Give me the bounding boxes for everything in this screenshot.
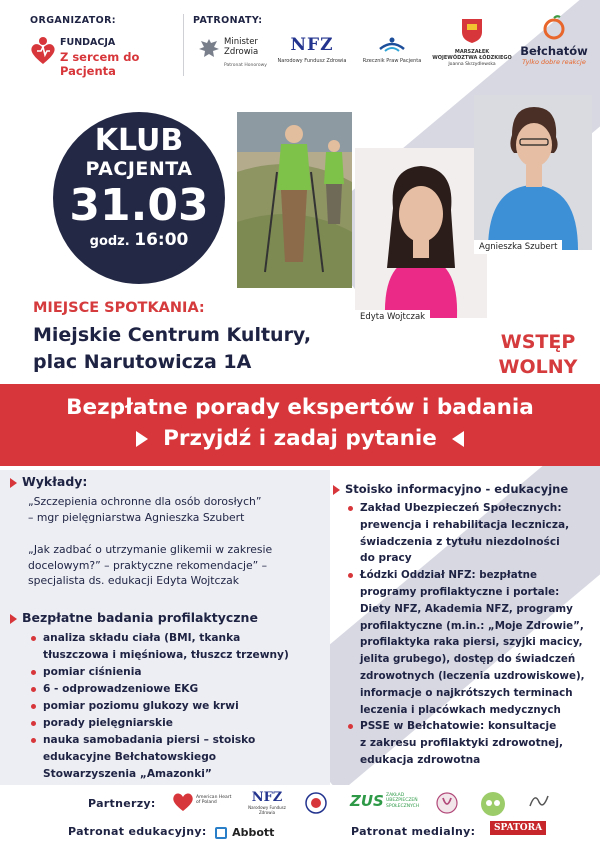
lecture-1-speaker: – mgr pielęgniarstwa Agnieszka Szubert (28, 510, 245, 524)
zus-logo: ZUS (350, 792, 384, 810)
partners-label: Partnerzy: (88, 797, 156, 810)
lecture-1-title: „Szczepienia ochronne dla osób dorosłych” (28, 495, 262, 508)
tests-title: Bezpłatne badania profilaktyczne (22, 610, 258, 625)
marszalek-line-3: Joanna Skrzydlewska (448, 61, 496, 67)
test-item: porady pielęgniarskie (28, 715, 318, 732)
test-item: pomiar poziomu glukozy we krwi (28, 698, 318, 715)
seal-icon (305, 792, 327, 814)
main-banner (0, 384, 600, 466)
stand-text: Łódzki Oddział NFZ: bezpłatne (360, 569, 537, 582)
rpp-text: Rzecznik Praw Pacjenta (362, 58, 422, 64)
stand-title-row (333, 482, 568, 496)
event-time-row (53, 230, 225, 250)
abbott-name: Abbott (232, 826, 275, 839)
test-item-text: analiza składu ciała (BMI, tkanka (43, 632, 241, 644)
minister-line-1: Minister (224, 37, 258, 47)
tests-list (28, 630, 318, 783)
partner-aha (172, 790, 234, 814)
zus-text-3: SPOŁECZNYCH (386, 803, 420, 809)
venue-heading: MIEJSCE SPOTKANIA: (33, 300, 205, 316)
stand-text: profilaktyczne (m.in.: „Moje Zdrowie”, (360, 619, 584, 632)
organizer-logo (30, 34, 180, 78)
organizer-name-2: Z sercem do Pacjenta (60, 50, 140, 78)
abbott-icon (215, 827, 227, 839)
media-patron-logo (490, 821, 546, 835)
partner-zus (350, 792, 430, 816)
aha-text: American Heart of Poland (196, 795, 232, 806)
banner-line-1: Bezpłatne porady ekspertów i badania (66, 395, 534, 420)
patron-minister (198, 35, 268, 75)
edu-patron-abbott (215, 822, 274, 841)
lecture-1 (28, 494, 261, 525)
stand-text: zdrowotnych (leczenia uzdrowiskowe), (360, 669, 585, 682)
edu-patron-label: Patronat edukacyjny: (68, 825, 207, 838)
footer (0, 785, 600, 849)
minister-line-3: Patronat Honorowy (224, 63, 267, 68)
psse-icon (480, 791, 506, 817)
minister-line-2: Zdrowia (224, 47, 259, 57)
event-time-label: godz. (89, 234, 130, 249)
agnieszka-illustration (474, 95, 592, 250)
coat-of-arms-icon (461, 18, 483, 44)
lecture-2-line-2: docelowym?” – praktyczne rekomendacje” – (28, 558, 268, 572)
arrow-right-icon (136, 431, 148, 447)
lectures-title-row (10, 474, 87, 489)
test-item-text: Stowarzyszenia „Amazonki” (43, 768, 212, 780)
test-item-text: nauka samobadania piersi – stoisko (43, 734, 256, 746)
edyta-illustration (355, 148, 487, 318)
portrait-agnieszka (474, 95, 592, 250)
hikers-photo (237, 112, 352, 288)
marszalek-line-2: WOJEWÓDZTWA ŁÓDZKIEGO (432, 54, 512, 61)
venue-line-2: plac Narutowicza 1A (33, 351, 252, 373)
aha-heart-icon (172, 792, 194, 812)
partner-amazonki (435, 792, 459, 818)
partner-nfz-logo: NFZ (251, 790, 283, 805)
hikers-illustration (237, 112, 352, 288)
lecture-2-line-1: „Jak zadbać o utrzymanie glikemii w zakresie (28, 543, 273, 556)
zus-text (386, 793, 419, 809)
stand-text: prewencja i rehabilitacja lecznicza, (360, 518, 570, 531)
triangle-bullet-icon (333, 485, 340, 495)
apple-icon (541, 14, 567, 40)
test-item-text: edukacyjne Bełchatowskiego (43, 751, 217, 763)
partner-seal (305, 792, 327, 818)
nfz-logo: NFZ (290, 35, 334, 55)
venue-line-1: Miejskie Centrum Kultury, (33, 324, 312, 346)
partner-nfz (242, 790, 292, 814)
belchatow-slogan (514, 58, 594, 66)
banner-line-2-row (0, 424, 600, 454)
test-item (28, 630, 318, 664)
stand-item-nfz (345, 567, 600, 718)
stand-text: leczenia i placówkach medycznych (360, 703, 561, 716)
name-tag-edyta: Edyta Wojtczak (355, 310, 430, 324)
eagle-icon (198, 37, 220, 61)
stand-text: edukacja zdrowotna (360, 753, 481, 766)
zus-text-2: UBEZPIECZEŃ (386, 798, 418, 804)
patronage-label: PATRONATY: (193, 15, 263, 26)
test-item: pomiar ciśnienia (28, 664, 318, 681)
lecture-2 (28, 542, 272, 589)
partner-nfz-text: Narodowy Fundusz Zdrowia (248, 805, 286, 815)
stand-title: Stoisko informacyjno - edukacyjne (345, 482, 569, 496)
free-entry-2: WOLNY (498, 356, 578, 378)
triangle-bullet-icon (10, 614, 17, 624)
script-logo-icon (527, 790, 551, 812)
tests-title-row (10, 610, 258, 625)
stand-text: do pracy (360, 552, 412, 565)
stand-text: świadczenia z tytułu niezdolności (360, 535, 560, 548)
lectures-title: Wykłady: (22, 474, 88, 489)
test-item: 6 - odprowadzeniowe EKG (28, 681, 318, 698)
header-divider (183, 14, 184, 76)
media-patron-name: SPATORA (494, 823, 543, 833)
heart-icon (30, 36, 56, 66)
event-time: 16:00 (134, 230, 189, 250)
stand-text: Diety NFZ, Akademia NFZ, programy (360, 602, 573, 615)
event-title-2: PACJENTA (85, 158, 193, 180)
test-item-text: tłuszczowa i mięśniowa, tłuszcz trzewny) (43, 649, 289, 661)
stand-text: jelita grubego), dostęp do świadczeń (360, 653, 576, 666)
patron-nfz (272, 35, 352, 75)
stand-text: informacje o najkrótszych terminach (360, 686, 573, 699)
stand-text: PSSE w Bełchatowie: konsultacje (360, 720, 557, 733)
patron-rpp (356, 35, 428, 75)
event-badge (53, 112, 225, 284)
amazonki-icon (435, 792, 459, 814)
free-entry (488, 330, 588, 380)
partner-psse (480, 791, 506, 821)
stand-item-psse (345, 718, 600, 768)
triangle-bullet-icon (10, 478, 17, 488)
lecture-2-line-3: specjalista ds. edukacji Edyta Wojtczak (28, 574, 240, 587)
patron-marszalek (432, 18, 512, 73)
belchatow-name: Bełchatów (520, 44, 588, 58)
patron-belchatow (514, 14, 594, 74)
event-date: 31.03 (69, 180, 209, 231)
stand-list (345, 500, 600, 769)
belchatow-slogan-b: akcje (568, 58, 586, 66)
zus-text-1: ZAKŁAD (386, 793, 405, 798)
stand-item-zus (345, 500, 600, 567)
free-entry-1: WSTĘP (500, 331, 576, 353)
media-patron-label: Patronat medialny: (351, 825, 476, 838)
marszalek-line-1: MARSZAŁEK (454, 49, 490, 55)
stand-text: profilaktyka raka piersi, szyjki macicy, (360, 636, 583, 649)
nfz-text: Narodowy Fundusz Zdrowia (277, 58, 347, 64)
arrow-left-icon (452, 431, 464, 447)
organizer-label: ORGANIZATOR: (30, 15, 116, 26)
stand-text: Zakład Ubezpieczeń Społecznych: (360, 502, 562, 514)
name-tag-agnieszka: Agnieszka Szubert (474, 240, 562, 254)
stand-text: z zakresu profilaktyki zdrowotnej, (360, 737, 564, 750)
rpp-logo-icon (377, 35, 407, 55)
belchatow-slogan-a: Tylko dobre re (522, 58, 569, 66)
test-item (28, 732, 318, 783)
partner-logo-other (527, 790, 551, 816)
portrait-edyta (355, 148, 487, 318)
banner-line-2: Przyjdź i zadaj pytanie (163, 426, 437, 451)
stand-text: programy profilaktyczne i portale: (360, 585, 560, 598)
event-title-1: KLUB (94, 123, 184, 158)
organizer-name-1: FUNDACJA (60, 37, 116, 48)
